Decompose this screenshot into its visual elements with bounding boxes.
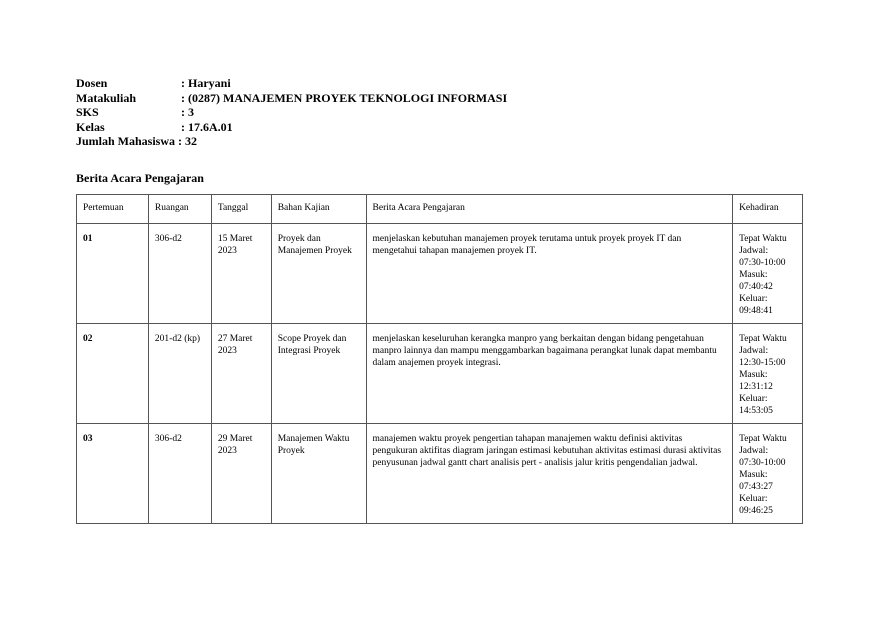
cell-tanggal: 15 Maret 2023: [211, 224, 271, 324]
cell-ruangan: 306-d2: [148, 424, 211, 524]
cell-pertemuan: 02: [77, 324, 149, 424]
course-info: [76, 76, 507, 149]
kehadiran-keluar-value: 14:53:05: [739, 406, 773, 416]
info-row-matakuliah: [76, 91, 507, 106]
col-header-ruangan: Ruangan: [148, 195, 211, 224]
section-title: Berita Acara Pengajaran: [76, 171, 204, 185]
matakuliah-label: Matakuliah: [76, 90, 137, 105]
info-row-sks: [76, 105, 507, 120]
cell-ruangan: 306-d2: [148, 224, 211, 324]
info-row-jumlah-mahasiswa: [76, 134, 507, 149]
kehadiran-jadwal-label: Jadwal:: [739, 446, 769, 456]
matakuliah-value: : (0287) MANAJEMEN PROYEK TEKNOLOGI INFORMASI: [181, 90, 508, 105]
cell-kehadiran: [733, 224, 803, 324]
cell-kehadiran: [733, 324, 803, 424]
kehadiran-masuk-value: 07:40:42: [739, 282, 773, 292]
table-row: [77, 424, 803, 524]
kelas-value: : 17.6A.01: [181, 119, 233, 134]
kehadiran-keluar-label: Keluar:: [739, 294, 768, 304]
jumlah-mahasiswa-label: Jumlah Mahasiswa: [76, 134, 176, 148]
kehadiran-keluar-label: Keluar:: [739, 394, 768, 404]
cell-tanggal: 27 Maret 2023: [211, 324, 271, 424]
kehadiran-jadwal-label: Jadwal:: [739, 246, 769, 256]
kehadiran-jadwal-value: 12:30-15:00: [739, 358, 786, 368]
col-header-tanggal: Tanggal: [211, 195, 271, 224]
kehadiran-masuk-value: 07:43:27: [739, 482, 773, 492]
kelas-label: Kelas: [76, 119, 105, 134]
table-row: [77, 324, 803, 424]
sks-label: SKS: [76, 105, 99, 119]
cell-pertemuan: 01: [77, 224, 149, 324]
col-header-bahan-kajian: Bahan Kajian: [271, 195, 366, 224]
kehadiran-jadwal-value: 07:30-10:00: [739, 458, 786, 468]
kehadiran-masuk-label: Masuk:: [739, 270, 768, 280]
cell-kehadiran: [733, 424, 803, 524]
kehadiran-status: Tepat Waktu: [739, 334, 787, 344]
teaching-log-table: [76, 194, 803, 524]
dosen-value: : Haryani: [181, 76, 231, 90]
cell-ruangan: 201-d2 (kp): [148, 324, 211, 424]
kehadiran-jadwal-value: 07:30-10:00: [739, 258, 786, 268]
kehadiran-jadwal-label: Jadwal:: [739, 346, 769, 356]
info-row-kelas: [76, 120, 507, 135]
dosen-label: Dosen: [76, 76, 108, 90]
cell-tanggal: 29 Maret 2023: [211, 424, 271, 524]
kehadiran-status: Tepat Waktu: [739, 434, 787, 444]
kehadiran-status: Tepat Waktu: [739, 234, 787, 244]
col-header-berita-acara: Berita Acara Pengajaran: [366, 195, 733, 224]
sks-value: : 3: [181, 105, 194, 119]
cell-bahan-kajian: Manajemen Waktu Proyek: [271, 424, 366, 524]
kehadiran-masuk-label: Masuk:: [739, 470, 768, 480]
cell-pertemuan: 03: [77, 424, 149, 524]
kehadiran-keluar-label: Keluar:: [739, 494, 768, 504]
col-header-pertemuan: Pertemuan: [77, 195, 149, 224]
kehadiran-masuk-value: 12:31:12: [739, 382, 773, 392]
jumlah-mahasiswa-value: : 32: [178, 134, 198, 148]
cell-bahan-kajian: Scope Proyek dan Integrasi Proyek: [271, 324, 366, 424]
cell-berita-acara: menjelaskan kebutuhan manajemen proyek terutama untuk proyek proyek IT dan mengetahui tahapan manajemen proyek IT.: [366, 224, 733, 324]
cell-bahan-kajian: Proyek dan Manajemen Proyek: [271, 224, 366, 324]
cell-berita-acara: manajemen waktu proyek pengertian tahapan manajemen waktu definisi aktivitas pengukuran aktifitas diagram jaringan estimasi kebutuhan aktivitas estimasi durasi aktivitas penyusunan jadwal gantt chart analisis pert - analisis jalur kritis pengendalian jadwal.: [366, 424, 733, 524]
cell-berita-acara: menjelaskan keseluruhan kerangka manpro yang berkaitan dengan bidang pengetahuan manpro lainnya dan mampu menggambarkan bagaimana perangkat lunak dapat membantu dalam anajemen proyek integrasi.: [366, 324, 733, 424]
table-header-row: [77, 195, 803, 224]
info-row-dosen: [76, 76, 507, 91]
table-row: [77, 224, 803, 324]
col-header-kehadiran: Kehadiran: [733, 195, 803, 224]
kehadiran-keluar-value: 09:46:25: [739, 506, 773, 516]
kehadiran-masuk-label: Masuk:: [739, 370, 768, 380]
kehadiran-keluar-value: 09:48:41: [739, 306, 773, 316]
